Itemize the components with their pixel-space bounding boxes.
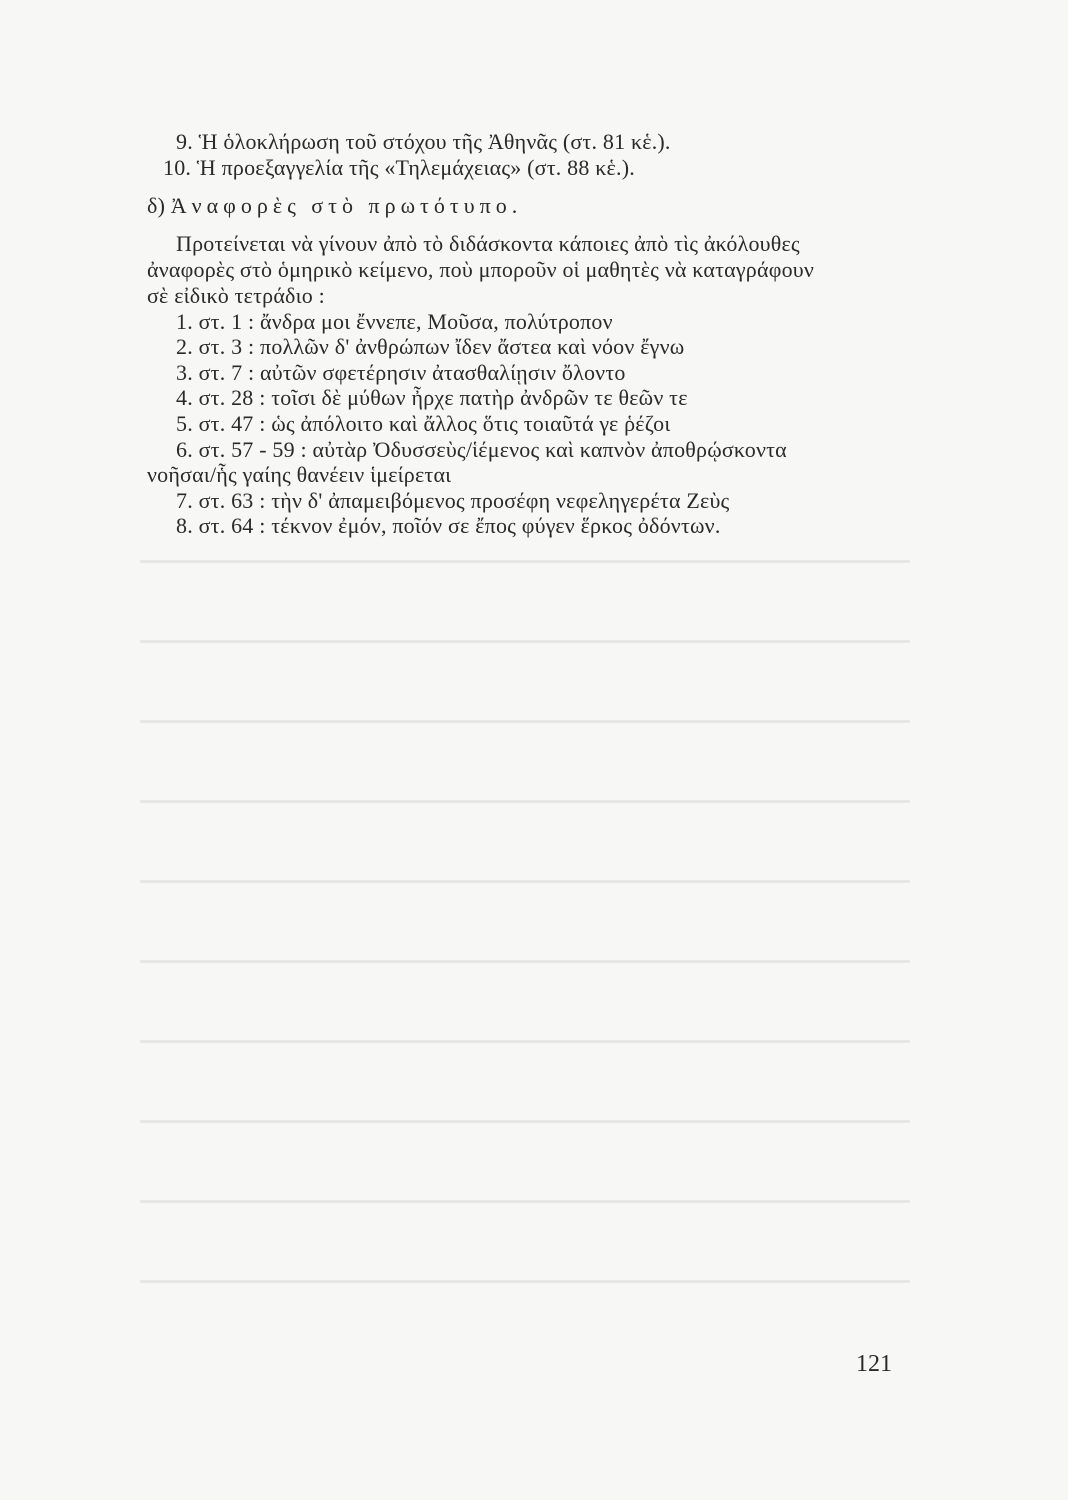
intro-line: σὲ εἰδικὸ τετράδιο : [147, 283, 325, 308]
reference-item: 3. στ. 7 : αὐτῶν σφετέρησιν ἀτασθαλίῃσιν ὄλοντο [176, 360, 626, 385]
bleed-through-mark [140, 1120, 910, 1123]
section-heading [147, 193, 522, 219]
summary-item: 10. Ἡ προεξαγγελία τῆς «Τηλεμάχειας» (στ. 88 κἑ.). [163, 155, 635, 180]
reference-item: 8. στ. 64 : τέκνον ἐμόν, ποῖόν σε ἔπος φύγεν ἕρκος ὀδόντων. [176, 513, 721, 538]
bleed-through-mark [140, 1200, 910, 1203]
page-number: 121 [856, 1351, 892, 1377]
reference-item: 4. στ. 28 : τοῖσι δὲ μύθων ἦρχε πατὴρ ἀνδρῶν τε θεῶν τε [176, 385, 688, 410]
section-prefix: δ) [147, 193, 171, 218]
summary-item: 9. Ἡ ὁλοκλήρωση τοῦ στόχου τῆς Ἀθηνᾶς (στ. 81 κἑ.). [176, 129, 671, 154]
reference-item: 1. στ. 1 : ἄνδρα μοι ἔννεπε, Μοῦσα, πολύτροπον [176, 309, 613, 334]
bleed-through-mark [140, 560, 910, 563]
bleed-through-mark [140, 720, 910, 723]
intro-line: Προτείνεται νὰ γίνουν ἀπὸ τὸ διδάσκοντα κάποιες ἀπὸ τὶς ἀκόλουθες [176, 231, 800, 256]
intro-line: ἀναφορὲς στὸ ὁμηρικὸ κείμενο, ποὺ μποροῦν οἱ μαθητὲς νὰ καταγράφουν [147, 257, 815, 282]
reference-item: 5. στ. 47 : ὡς ἀπόλοιτο καὶ ἄλλος ὅτις τοιαῦτά γε ῥέζοι [176, 411, 671, 436]
bleed-through-mark [140, 960, 910, 963]
reference-item: 7. στ. 63 : τὴν δ' ἀπαμειβόμενος προσέφη νεφεληγερέτα Ζεὺς [176, 488, 730, 513]
reference-item: 6. στ. 57 - 59 : αὐτὰρ Ὀδυσσεὺς/ἱέμενος καὶ καπνὸν ἀποθρῴσκοντα [176, 437, 787, 462]
reference-item: 2. στ. 3 : πολλῶν δ' ἀνθρώπων ἴδεν ἄστεα καὶ νόον ἔγνω [176, 334, 685, 359]
reference-item-continuation: νοῆσαι/ἧς γαίης θανέειν ἱμείρεται [147, 462, 452, 487]
bleed-through-mark [140, 880, 910, 883]
bleed-through-mark [140, 640, 910, 643]
bleed-through-mark [140, 800, 910, 803]
bleed-through-mark [140, 1040, 910, 1043]
bleed-through-mark [140, 1280, 910, 1283]
section-heading-text: Ἀναφορὲς στὸ πρωτότυπο. [170, 193, 523, 218]
